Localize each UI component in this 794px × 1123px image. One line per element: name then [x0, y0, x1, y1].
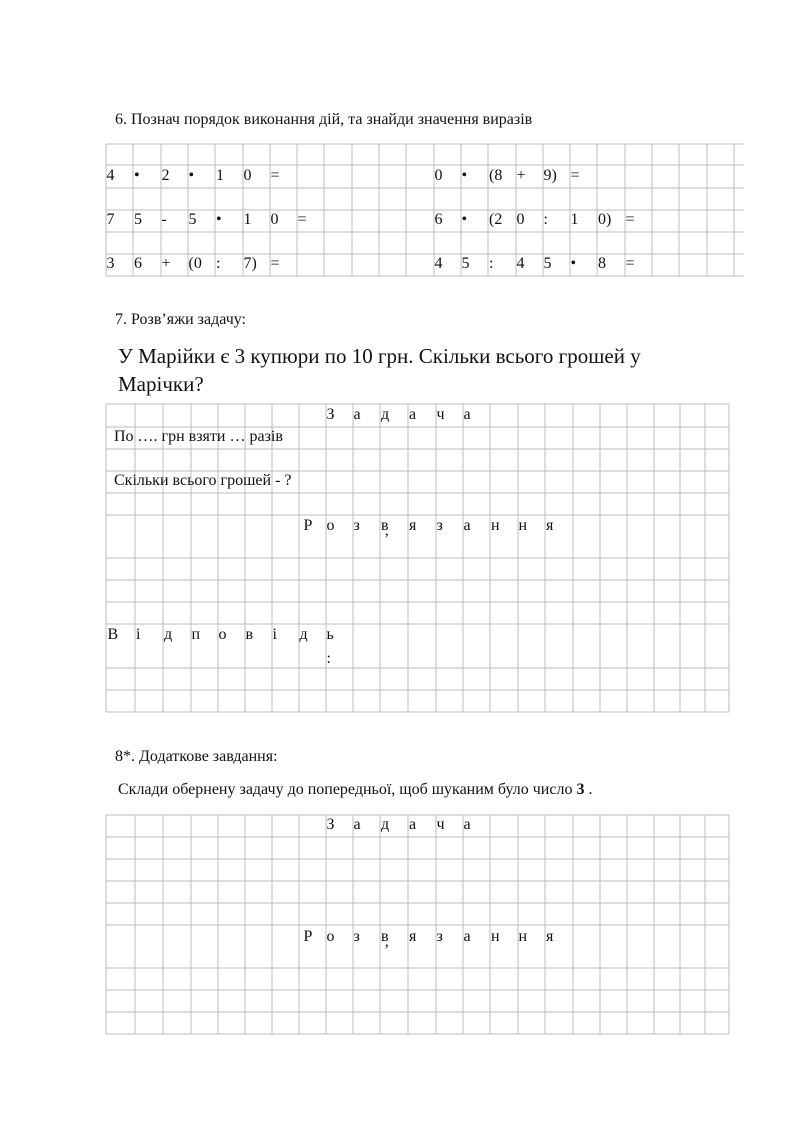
- task7-solution-letter: в: [381, 517, 389, 534]
- task6-expression-symbol: =: [270, 166, 280, 184]
- task8-solution-letter: з: [353, 928, 360, 945]
- task6-expression-symbol: (8: [489, 166, 503, 184]
- task8-solution-letter: Р: [303, 928, 313, 945]
- task7-solution-letter: н: [491, 517, 500, 534]
- task8-intro-number: 3: [576, 781, 585, 798]
- task7-solution-letter: з: [353, 517, 360, 534]
- task7-problem-text: У Марійки є 3 купюри по 10 грн. Скільки всього грошей у Марічки?: [118, 344, 641, 396]
- task6-expression-symbol: -: [161, 211, 167, 228]
- task6-expression-symbol: 5: [461, 255, 470, 272]
- task7-zadacha-letter: д: [381, 406, 390, 423]
- task8-solution-letter: в: [381, 928, 389, 945]
- task7-answer-letter: д: [164, 626, 173, 643]
- task7-zadacha-letter: а: [353, 406, 361, 423]
- task6-expression-symbol: 7: [106, 211, 115, 228]
- task6-expression-symbol: 2: [161, 166, 170, 184]
- task8-solution-letter: н: [518, 928, 528, 945]
- task7-answer-letter: о: [218, 626, 227, 643]
- task6-expression-symbol: 0: [434, 166, 443, 184]
- task7-solution-letter: о: [326, 517, 335, 534]
- task8-intro-text: Склади обернену задачу до попередньої, щоб шуканим було число: [118, 781, 573, 798]
- task7-solution-letter: я: [546, 517, 554, 534]
- task6-expression-symbol: (0: [188, 255, 202, 272]
- task8-solution-letter: а: [463, 928, 471, 945]
- task6-expression-symbol: 7): [243, 255, 257, 272]
- task7-zadacha-letter: а: [463, 406, 471, 423]
- task6-expression-symbol: =: [297, 211, 307, 228]
- task6-expression-symbol: •: [216, 211, 222, 228]
- task6-expression-symbol: +: [516, 166, 526, 184]
- task7-answer-letter: ь: [326, 626, 334, 643]
- task7-answer-letter: в: [245, 626, 254, 643]
- task6-expression-symbol: 0: [243, 166, 252, 184]
- task7-solution-letter: ’: [384, 531, 390, 548]
- task6-expression-symbol: •: [570, 255, 577, 272]
- task6-expression-symbol: 6: [434, 211, 443, 228]
- task6-expression-symbol: 4: [516, 255, 525, 272]
- task8-zadacha-letter: ч: [436, 816, 445, 833]
- task6-expression-symbol: 0): [598, 211, 612, 228]
- task8-zadacha-letter: а: [409, 816, 417, 833]
- task6-expression-symbol: •: [461, 166, 468, 184]
- task7-condition-line: По …. грн взяти … разів: [114, 428, 283, 445]
- task6-expression-symbol: •: [134, 166, 140, 184]
- task7-solution-letter: Р: [303, 517, 313, 534]
- task6-expression-symbol: 0: [270, 211, 279, 228]
- task6-expression-symbol: 4: [106, 166, 115, 184]
- task8-solution-letter: ’: [384, 942, 390, 959]
- task6-expression-symbol: 5: [188, 211, 197, 228]
- task7-question-line: Скільки всього грошей - ?: [114, 472, 292, 489]
- task8-heading: 8*. Додаткове завдання:: [115, 748, 278, 765]
- task7-answer-letter: В: [107, 626, 119, 643]
- task6-expression-symbol: 0: [516, 211, 525, 228]
- task7-heading: 7. Розв’яжи задачу:: [115, 311, 246, 328]
- task6-expression-symbol: 9): [543, 166, 557, 184]
- task7-answer-letter: :: [326, 650, 331, 667]
- task8-zadacha-letter: д: [381, 816, 390, 833]
- task6-expression-symbol: 5: [134, 211, 142, 228]
- task7-solution-letter: з: [436, 517, 443, 534]
- task6-expression-symbol: 1: [216, 166, 224, 184]
- task6-expression-symbol: 4: [434, 255, 443, 272]
- task6-expression-symbol: :: [543, 211, 548, 228]
- task6-expression-symbol: (2: [489, 211, 503, 228]
- task8-zadacha-letter: а: [353, 816, 361, 833]
- task6-expression-symbol: =: [570, 166, 580, 184]
- task8-solution-letter: о: [326, 928, 335, 945]
- task7-zadacha-letter: а: [409, 406, 417, 423]
- task7-solution-letter: н: [518, 517, 528, 534]
- task6-expression-symbol: :: [216, 255, 221, 272]
- task8-solution-letter: н: [491, 928, 500, 945]
- task8-solution-letter: я: [546, 928, 554, 945]
- task7-answer-letter: д: [299, 626, 308, 643]
- task8-solution-letter: з: [436, 928, 443, 945]
- task8-intro-end: .: [584, 781, 593, 798]
- task6-expression-symbol: +: [161, 255, 171, 272]
- task6-expression-symbol: •: [188, 166, 195, 184]
- task8-zadacha-letter: а: [463, 816, 471, 833]
- task6-expression-symbol: 5: [543, 255, 552, 272]
- task8-zadacha-letter: З: [326, 816, 335, 833]
- task6-expression-symbol: 1: [570, 211, 579, 228]
- task6-expression-symbol: 8: [598, 255, 606, 272]
- task8-solution-letter: я: [409, 928, 417, 945]
- task6-heading: 6. Познач порядок виконання дій, та знайди значення виразів: [115, 111, 533, 128]
- task7-answer-letter: п: [191, 626, 201, 643]
- task7-solution-letter: а: [463, 517, 471, 534]
- task6-expression-symbol: •: [461, 211, 468, 228]
- task7-answer-letter: і: [136, 626, 141, 643]
- task7-solution-letter: я: [409, 517, 417, 534]
- task7-answer-letter: і: [272, 626, 277, 643]
- task6-expression-symbol: :: [489, 255, 494, 272]
- task6-expression-symbol: =: [625, 255, 635, 272]
- task6-expression-symbol: 6: [134, 255, 142, 272]
- task6-expression-symbol: =: [625, 211, 635, 228]
- task6-expression-symbol: =: [270, 255, 280, 272]
- task6-expression-symbol: 3: [106, 255, 115, 272]
- task7-zadacha-letter: З: [326, 406, 335, 423]
- task6-expression-symbol: 1: [243, 211, 252, 228]
- task7-zadacha-letter: ч: [436, 406, 445, 423]
- task8-intro: [118, 781, 592, 799]
